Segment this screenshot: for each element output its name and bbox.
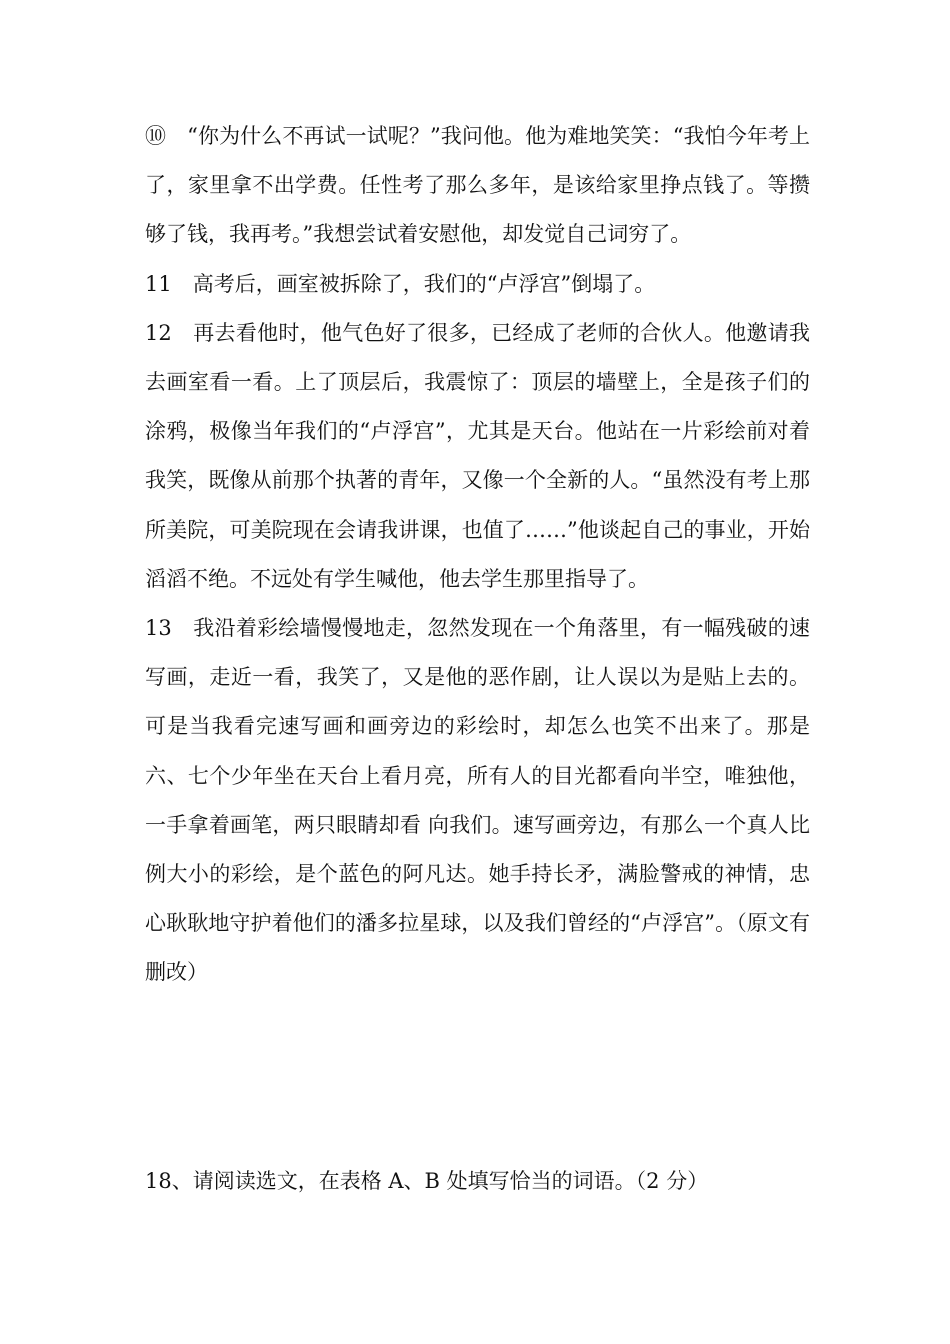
question-18: 18、请阅读选文，在表格 A、B 处填写恰当的词语。（2 分）: [145, 1169, 709, 1193]
paragraph-10: ⑩ “你为什么不再试一试呢？”我问他。他为难地笑笑：“我怕今年考上了，家里拿不出学费。任性考了那么多年，是该给家里挣点钱了。等攒够了钱，我再考。”我想尝试着安慰他，却发觉自己词穷了。: [145, 124, 810, 247]
passage-text: [145, 112, 810, 998]
paragraph-12: 12 再去看他时，他气色好了很多，已经成了老师的合伙人。他邀请我去画室看一看。上了顶层后，我震惊了：顶层的墙壁上，全是孩子们的涂鸦，极像当年我们的“卢浮宫”，尤其是天台。他站在一片彩绘前对着我笑，既像从前那个执著的青年，又像一个全新的人。“虽然没有考上那所美院，可美院现在会请我讲课，也值了……”他谈起自己的事业，开始滔滔不绝。不远处有学生喊他，他去学生那里指导了。: [145, 320, 810, 591]
paragraph-13: 13 我沿着彩绘墙慢慢地走，忽然发现在一个角落里，有一幅残破的速写画，走近一看，我笑了，又是他的恶作剧，让人误以为是贴上去的。可是当我看完速写画和画旁边的彩绘时，却怎么也笑不出来了。那是六、七个少年坐在天台上看月亮，所有人的目光都看向半空，唯独他，一手拿着画笔，两只眼睛却看 向我们。速写画旁边，有那么一个真人比例大小的彩绘，是个蓝色的阿凡达。她手持长矛，满脸警戒的神情，忠心耿耿地守护着他们的潘多拉星球，以及我们曾经的“卢浮宫”。（原文有删改）: [145, 616, 810, 985]
paragraph-11: 11 高考后，画室被拆除了，我们的“卢浮宫”倒塌了。: [145, 271, 656, 296]
